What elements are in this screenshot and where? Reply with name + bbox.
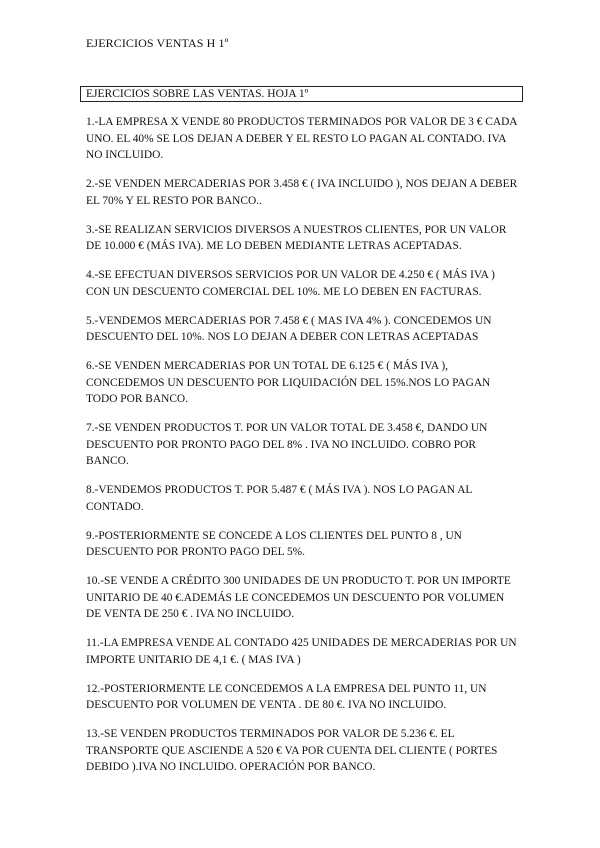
exercise-6: 6.-SE VENDEN MERCADERIAS POR UN TOTAL DE 6.125 € ( MÁS IVA ), CONCEDEMOS UN DESCUENTO POR LIQUIDACIÓN DEL 15%.NOS LO PAGAN TODO POR BANCO.	[86, 360, 491, 405]
exercise-11: 11.-LA EMPRESA VENDE AL CONTADO 425 UNIDADES DE MERCADERIAS POR UN IMPORTE UNITARIO DE 4,1 €. ( MAS IVA )	[86, 637, 517, 666]
exercise-4: 4.-SE EFECTUAN DIVERSOS SERVICIOS POR UN VALOR DE 4.250 € ( MÁS IVA ) CON UN DESCUENTO COMERCIAL DEL 10%. ME LO DEBEN EN FACTURAS.	[86, 269, 495, 298]
exercise-10: 10.-SE VENDE A CRÉDITO 300 UNIDADES DE UN PRODUCTO T. POR UN IMPORTE UNITARIO DE 40 €.ADEMÁS LE CONCEDEMOS UN DESCUENTO POR VOLUMEN DE VENTA DE 250 € . IVA NO INCLUIDO.	[86, 575, 511, 620]
exercise-2: 2.-SE VENDEN MERCADERIAS POR 3.458 € ( IVA INCLUIDO ), NOS DEJAN A DEBER EL 70% Y EL RESTO POR BANCO..	[86, 178, 518, 207]
section-title-box: EJERCICIOS SOBRE LAS VENTAS. HOJA 1º	[80, 86, 523, 102]
exercise-12: 12.-POSTERIORMENTE LE CONCEDEMOS A LA EMPRESA DEL PUNTO 11, UN DESCUENTO POR VOLUMEN DE VENTA . DE 80 €. IVA NO INCLUIDO.	[86, 682, 487, 711]
exercise-7: 7.-SE VENDEN PRODUCTOS T. POR UN VALOR TOTAL DE 3.458 €, DANDO UN DESCUENTO POR PRONTO PAGO DEL 8% . IVA NO INCLUIDO. COBRO POR BANCO.	[86, 422, 488, 467]
exercise-9: 9.-POSTERIORMENTE SE CONCEDE A LOS CLIENTES DEL PUNTO 8 , UN DESCUENTO POR PRONTO PAGO DEL 5%.	[86, 529, 462, 558]
exercise-8: 8.-VENDEMOS PRODUCTOS T. POR 5.487 € ( MÁS IVA ). NOS LO PAGAN AL CONTADO.	[86, 484, 472, 513]
exercise-1: 1.-LA EMPRESA X VENDE 80 PRODUCTOS TERMINADOS POR VALOR DE 3 € CADA UNO. EL 40% SE LOS DEJAN A DEBER Y EL RESTO LO PAGAN AL CONTADO. IVA NO INCLUIDO.	[86, 116, 517, 161]
document-header-title: EJERCICIOS VENTAS H 1º	[86, 36, 229, 50]
exercise-5: 5.-VENDEMOS MERCADERIAS POR 7.458 € ( MAS IVA 4% ). CONCEDEMOS UN DESCUENTO DEL 10%. NOS LO DEJAN A DEBER CON LETRAS ACEPTADAS	[86, 314, 492, 343]
exercise-13: 13.-SE VENDEN PRODUCTOS TERMINADOS POR VALOR DE 5.236 €. EL TRANSPORTE QUE ASCIENDE A 520 € VA POR CUENTA DEL CLIENTE ( PORTES DEBIDO ).IVA NO INCLUIDO. OPERACIÓN POR BANCO.	[86, 728, 498, 773]
exercise-list	[86, 114, 518, 788]
exercise-3: 3.-SE REALIZAN SERVICIOS DIVERSOS A NUESTROS CLIENTES, POR UN VALOR DE 10.000 € (MÁS IVA). ME LO DEBEN MEDIANTE LETRAS ACEPTADAS.	[86, 223, 507, 252]
